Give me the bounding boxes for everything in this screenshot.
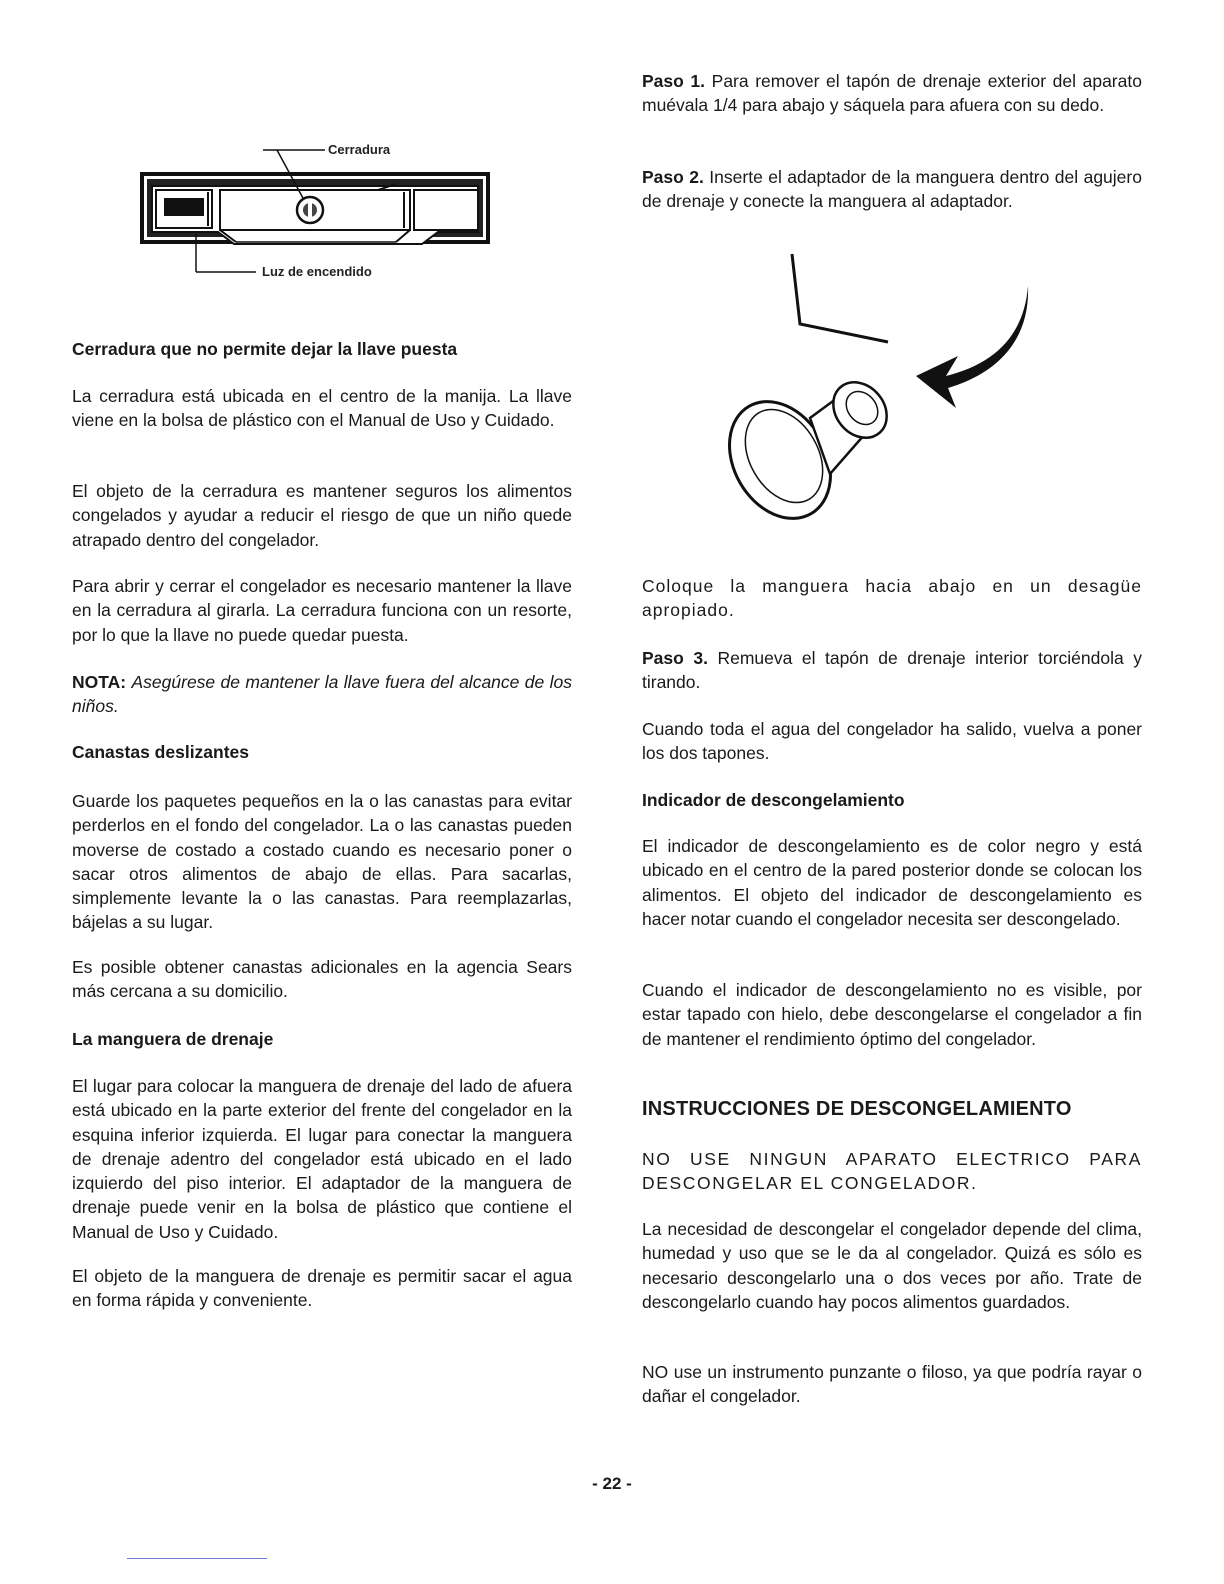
hose-paragraph-1: El lugar para colocar la manguera de drenaje del lado de afuera está ubicado en la parte exterior del frente del congelador en la esquina inferior izquierda. El lugar para conectar la manguera de drenaje adentro del congelador está ubicado en el lado izquierdo del piso interior. El adaptador de la manguera de drenaje puede venir en la bolsa de plástico que contiene el Manual de Uso y Cuidado. — [72, 1076, 572, 1242]
hose-heading: La manguera de drenaje — [72, 1029, 274, 1049]
lock-diagram — [138, 138, 493, 288]
step-2-label: Paso 2. — [642, 167, 704, 187]
power-light-label: Luz de encendido — [262, 264, 372, 279]
step-1-text: Para remover el tapón de drenaje exterior del aparato muévala 1/4 para abajo y sáquela para afuera con su dedo. — [642, 71, 1142, 116]
defrost-indicator-paragraph-1: El indicador de descongelamiento es de color negro y está ubicado en el centro de la pared posterior donde se colocan los alimentos. El objeto del indicador de descongelamiento es hacer notar cuando el congelador necesita ser descongelado. — [642, 836, 1142, 929]
note-text: Asegúrese de mantener la llave fuera del alcance de los niños. — [72, 672, 572, 717]
defrost-warning: NO USE NINGUN APARATO ELECTRICO PARA DESCONGELAR EL CONGELADOR. — [642, 1149, 1142, 1194]
lock-paragraph-3: Para abrir y cerrar el congelador es necesario mantener la llave en la cerradura al girarla. La cerradura funciona con un resorte, por lo que la llave no puede quedar puesta. — [72, 576, 572, 645]
step-3-label: Paso 3. — [642, 648, 708, 668]
lock-paragraph-2: El objeto de la cerradura es mantener seguros los alimentos congelados y ayudar a reducir el riesgo de que un niño quede atrapado dentro del congelador. — [72, 481, 572, 550]
defrost-indicator-heading: Indicador de descongelamiento — [642, 790, 905, 810]
defrost-instructions-heading: INSTRUCCIONES DE DESCONGELAMIENTO — [642, 1098, 1072, 1120]
lock-label: Cerradura — [328, 142, 391, 157]
step-3-paragraph — [642, 646, 1142, 695]
step-2-text: Inserte el adaptador de la manguera dentro del agujero de drenaje y conecte la manguera al adaptador. — [642, 167, 1142, 212]
defrost-paragraph-2: NO use un instrumento punzante o filoso, ya que podría rayar o dañar el congelador. — [642, 1362, 1142, 1407]
page-number: - 22 - — [592, 1474, 632, 1493]
step-1-paragraph — [642, 69, 1142, 118]
hose-placement-paragraph: Coloque la manguera hacia abajo en un desagüe apropiado. — [642, 576, 1142, 621]
replace-plugs-paragraph: Cuando toda el agua del congelador ha salido, vuelva a poner los dos tapones. — [642, 719, 1142, 764]
note-label: NOTA: — [72, 672, 127, 692]
baskets-heading: Canastas deslizantes — [72, 742, 250, 762]
step-3-text: Remueva el tapón de drenaje interior torciéndola y tirando. — [642, 648, 1142, 693]
hose-paragraph-2: El objeto de la manguera de drenaje es permitir sacar el agua en forma rápida y conveniente. — [72, 1266, 572, 1311]
lock-paragraph-1: La cerradura está ubicada en el centro de la manija. La llave viene en la bolsa de plástico con el Manual de Uso y Cuidado. — [72, 386, 572, 431]
defrost-paragraph-1: La necesidad de descongelar el congelador depende del clima, humedad y uso que se le da al congelador. Quizá es sólo es necesario descongelarlo una o dos veces por año. Trate de descongelarlo cuando hay pocos alimentos guardados. — [642, 1219, 1142, 1312]
drain-adapter-illustration — [712, 240, 1052, 560]
baskets-paragraph-1: Guarde los paquetes pequeños en la o las canastas para evitar perderlos en el fondo del congelador. La o las canastas pueden moverse de costado a costado cuando es necesario poner o sacar otros alimentos de abajo de ellas. Para sacarlas, simplemente levante la o las canastas. Para reemplazarlas, bájelas a su lugar. — [72, 791, 572, 933]
defrost-indicator-paragraph-2: Cuando el indicador de descongelamiento no es visible, por estar tapado con hielo, debe descongelarse el congelador a fin de mantener el rendimiento óptimo del congelador. — [642, 980, 1142, 1049]
baskets-paragraph-2: Es posible obtener canastas adicionales en la agencia Sears más cercana a su domicilio. — [72, 957, 572, 1002]
note-paragraph — [72, 670, 572, 719]
step-1-label: Paso 1. — [642, 71, 706, 91]
lock-heading: Cerradura que no permite dejar la llave puesta — [72, 339, 458, 359]
footer-rule — [127, 1558, 267, 1559]
step-2-paragraph — [642, 165, 1142, 214]
